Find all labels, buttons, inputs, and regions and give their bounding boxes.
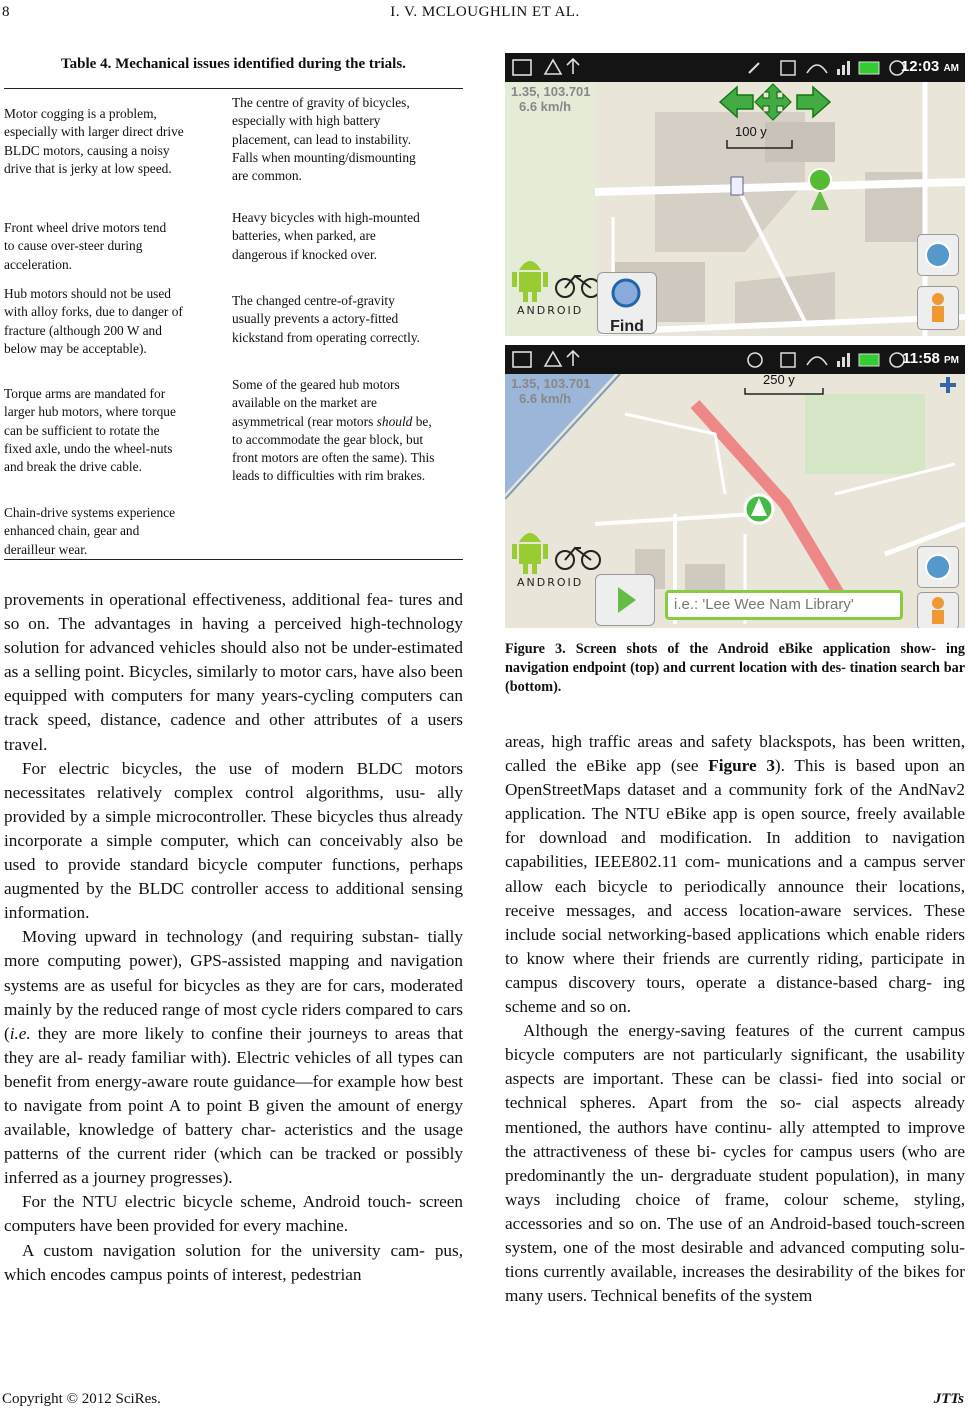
table-cell: The centre of gravity of bicycles, especially with high battery placement, can lead to instability. Falls when mounting/dismounting are common. (232, 95, 416, 184)
journal-name: JTTs (933, 1391, 964, 1407)
paragraph: A custom navigation solution for the university cam- pus, which encodes campus points of interest, pedestrian (4, 1240, 463, 1284)
destination-pin-icon (809, 169, 831, 191)
status-icons-right (741, 53, 911, 82)
status-icons-left (511, 345, 631, 374)
mechanical-issues-table (4, 88, 463, 560)
android-logo (509, 514, 604, 589)
speed-readout: 6.6 km/h (519, 391, 572, 406)
status-time: 11:58 PM (902, 350, 959, 367)
status-bar (505, 53, 965, 82)
scale-label: 250 y (763, 372, 795, 387)
scale-bar (727, 140, 792, 148)
globe-button[interactable] (917, 546, 959, 588)
plus-icon (937, 374, 959, 396)
table-cell: Front wheel drive motors tend to cause over-steer during acceleration. (4, 220, 167, 272)
search-placeholder: i.e.: 'Lee Wee Nam Library' (674, 596, 854, 613)
paragraph: areas, high traffic areas and safety blackspots, has been written, called the eBike app (see Figure 3). This is based upon an OpenStreetMaps dataset and a community fork of the AndNav2 application. The NTU eBike app is open source, freely available for download and modification. In addition to navigation capabilities, IEEE802.11 com- munications and a campus server allow each bicycle to periodically announce their locations, receive messages, and access location-aware services. These include social networking-based applications which enable riders to know where their friends are currently riding, participate in campus discovery tours, operate a distance-based charg- ing scheme and so on. (505, 732, 965, 1017)
svg-text:ANDROID: ANDROID (517, 576, 584, 589)
paragraph: Although the energy-saving features of the current campus bicycle computers are not particularly significant, the usability aspects are important. These can be classi- fied into social or technical spheres. Apart from the so- cial aspects already mentioned, the authors have continu- ally attempted to improve the attractiveness of these bi- cycles for campus users (who are predominantly the un- dergraduate student population), in many ways including choice of frame, colour scheme, styling, accessories and so on. The use of an Android-based touch-screen system, one of the most desirable and advanced computing solu- tions currently available, increases the desirability of the bikes for many users. Technical benefits of the system (505, 1021, 965, 1306)
table-cell: Torque arms are mandated for larger hub motors, where torque can be sufficient to rotate the fixed axle, undo the wheel-nuts and break the drive cable. (4, 386, 176, 475)
coordinates-readout: 1.35, 103.701 (511, 84, 591, 99)
table-cell: Some of the geared hub motors available on the market are asymmetrical (rear motors should be, to accommodate the gear block, but front motors are often the same). This leads to difficulties with rim brakes. (232, 377, 435, 484)
globe-button[interactable] (917, 234, 959, 276)
search-icon (598, 273, 656, 313)
map-view (505, 82, 965, 336)
person-button[interactable] (917, 592, 959, 628)
svg-text:ANDROID: ANDROID (517, 304, 584, 317)
paragraph: For the NTU electric bicycle scheme, Android touch- screen computers have been provided for every machine. (4, 1192, 463, 1236)
destination-search-input[interactable] (665, 590, 903, 620)
running-authors: I. V. MCLOUGHLIN ET AL. (390, 4, 580, 20)
left-column-text (4, 588, 463, 1287)
person-button[interactable] (917, 286, 959, 330)
map-view (505, 374, 965, 628)
person-icon (918, 593, 958, 628)
coordinates-readout: 1.35, 103.701 (511, 376, 591, 391)
speed-readout: 6.6 km/h (519, 99, 572, 114)
status-time: 12:03 AM (900, 58, 959, 75)
find-button[interactable]: Find (597, 272, 657, 334)
figure-caption: Figure 3. Screen shots of the Android eBike application show- ing navigation endpoint (top) and current location with des- tination search bar (bottom). (505, 641, 965, 695)
zoom-in-button[interactable] (937, 374, 959, 396)
paragraph: provements in operational effectiveness, additional fea- tures and so on. The advantages in having a perceived high-technology solution for advanced vehicles should also not be under-estimated as a selling point. Bicycles, similarly to motor cars, have also been equipped with computers for many years-cycling computers can track speed, distance, cadence and other attributes of a users travel. (4, 590, 463, 754)
table-cell: Hub motors should not be used with alloy forks, due to danger of fracture (although 200 W and below may be acceptable). (4, 286, 183, 356)
running-header (0, 4, 970, 26)
table-cell: The changed centre-of-gravity usually prevents a actory-fitted kickstand from operating correctly. (232, 293, 421, 345)
play-icon (596, 575, 654, 625)
status-bar (505, 345, 965, 374)
table-cell: Heavy bicycles with high-mounted batteries, when parked, are dangerous if knocked over. (232, 210, 420, 262)
globe-icon (918, 547, 958, 587)
status-icons-left (511, 53, 631, 82)
android-logo (509, 242, 604, 317)
status-icons-right (741, 345, 911, 374)
person-icon (918, 287, 958, 329)
table-caption: Table 4. Mechanical issues identified during the trials. (61, 56, 406, 72)
screenshot-top (505, 53, 965, 336)
paragraph: For electric bicycles, the use of modern BLDC motors necessitates relatively complex control algorithms, usu- ally provided by a simple microcontroller. These bicycles thus already incorporate a simple computer, which can conceivably also be used to provide standard bicycle computer functions, perhaps augmented by the BLDC controller access to additional sensing information. (4, 758, 463, 923)
paragraph: Moving upward in technology (and requiring substan- tially more computing power), GPS-assisted mapping and navigation systems are as useful for bicycles as they are for cars, moderated mainly by the reduced range of most cycle riders compared to cars (i.e. they are more likely to confine their journeys to areas that they are al- ready familiar with). Electric vehicles of all types can benefit from energy-aware route guidance—for example how best to navigate from point A to point B given the amount of energy available, knowledge of battery char- acteristics and the usage patterns of the current rider (which can be tracked or possibly inferred as a journey progresses). (4, 927, 463, 1188)
right-column-text (505, 730, 965, 1308)
scale-label: 100 y (735, 124, 767, 139)
table-cell: Motor cogging is a problem, especially with larger direct drive BLDC motors, causing a noisy drive that is jerky at low speed. (4, 106, 184, 176)
page-footer (0, 1391, 970, 1411)
screenshot-bottom (505, 345, 965, 628)
table-cell: Chain-drive systems experience enhanced chain, gear and derailleur wear. (4, 505, 176, 557)
play-button[interactable] (595, 574, 655, 626)
copyright: Copyright © 2012 SciRes. (2, 1391, 161, 1407)
globe-icon (918, 235, 958, 275)
page-number: 8 (2, 4, 10, 20)
